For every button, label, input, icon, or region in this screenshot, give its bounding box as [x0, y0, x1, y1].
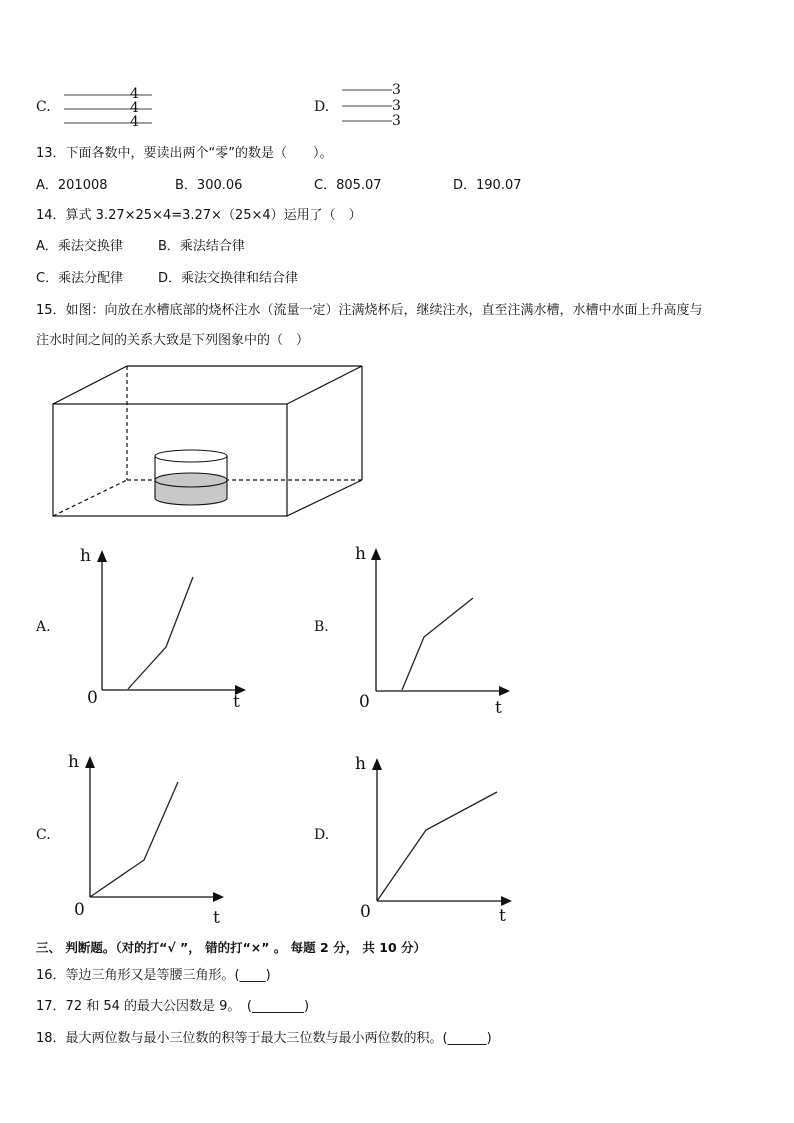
water-tank-figure [44, 360, 370, 525]
q12-option-c-label: C. [36, 99, 51, 115]
section-3-title: 三、 判断题。（对的打“√ ”， 错的打“×” 。 每题 2 分， 共 10 分） [36, 940, 427, 955]
q13-stem: 13．下面各数中，要读出两个“零”的数是（ ）。 [36, 146, 333, 161]
graph-d[interactable] [352, 750, 522, 920]
q12-option-c-num-2: 4 [130, 100, 139, 116]
q12-option-d-num-3: 3 [392, 113, 401, 129]
graph-a[interactable] [78, 540, 258, 720]
graph-c-origin-label: 0 [74, 900, 85, 920]
graph-c-h-label: h [68, 752, 79, 772]
graph-b-t-label: t [495, 698, 502, 718]
q12-option-c[interactable] [36, 86, 176, 134]
graph-c-label[interactable]: C. [36, 827, 51, 843]
q14-option-b[interactable]: B．乘法结合律 [158, 239, 245, 254]
q13-option-c[interactable]: C．805.07 [314, 178, 382, 193]
q12-option-d-label: D. [314, 99, 330, 115]
graph-b-label[interactable]: B. [314, 619, 329, 635]
q12-option-c-num-3: 4 [130, 114, 139, 130]
q12-option-c-num-1: 4 [130, 86, 139, 102]
q15-stem-line-2: 注水时间之间的关系大致是下列图象中的（ ） [36, 333, 310, 348]
beaker-icon [155, 450, 227, 505]
graph-c[interactable] [66, 750, 236, 920]
graph-d-label[interactable]: D. [314, 827, 330, 843]
q17-text: 17．72 和 54 的最大公因数是 9。 (________) [36, 999, 310, 1014]
graph-d-h-label: h [355, 754, 366, 774]
q14-option-a[interactable]: A．乘法交换律 [36, 239, 123, 254]
graph-b-h-label: h [355, 544, 366, 564]
q13-option-a[interactable]: A．201008 [36, 178, 108, 193]
graph-a-t-label: t [233, 692, 240, 712]
q14-stem: 14．算式 3.27×25×4=3.27×（25×4）运用了（ ） [36, 208, 362, 223]
q12-option-d-num-2: 3 [392, 98, 401, 114]
q15-stem-line-1: 15．如图：向放在水槽底部的烧杯注水（流量一定）注满烧杯后，继续注水，直至注满水槽，水槽中水面上升高度与 [36, 303, 703, 318]
q14-option-c[interactable]: C．乘法分配律 [36, 271, 124, 286]
q12-option-c-lines [60, 90, 170, 134]
graph-b-origin-label: 0 [359, 692, 370, 712]
q13-option-d[interactable]: D．190.07 [453, 178, 522, 193]
q18-text: 18．最大两位数与最小三位数的积等于最大三位数与最小两位数的积。(______) [36, 1031, 492, 1046]
graph-d-origin-label: 0 [360, 902, 371, 922]
graph-d-t-label: t [499, 906, 506, 926]
graph-b[interactable] [350, 540, 520, 720]
q13-option-b[interactable]: B．300.06 [175, 178, 243, 193]
q14-option-d[interactable]: D．乘法交换律和结合律 [158, 271, 299, 286]
q16-text: 16．等边三角形又是等腰三角形。(____) [36, 968, 271, 983]
graph-a-label[interactable]: A. [36, 619, 51, 635]
graph-a-h-label: h [80, 546, 91, 566]
q12-option-d[interactable] [314, 84, 454, 130]
q12-option-d-num-1: 3 [392, 82, 401, 98]
graph-c-t-label: t [213, 908, 220, 928]
graph-a-origin-label: 0 [87, 688, 98, 708]
